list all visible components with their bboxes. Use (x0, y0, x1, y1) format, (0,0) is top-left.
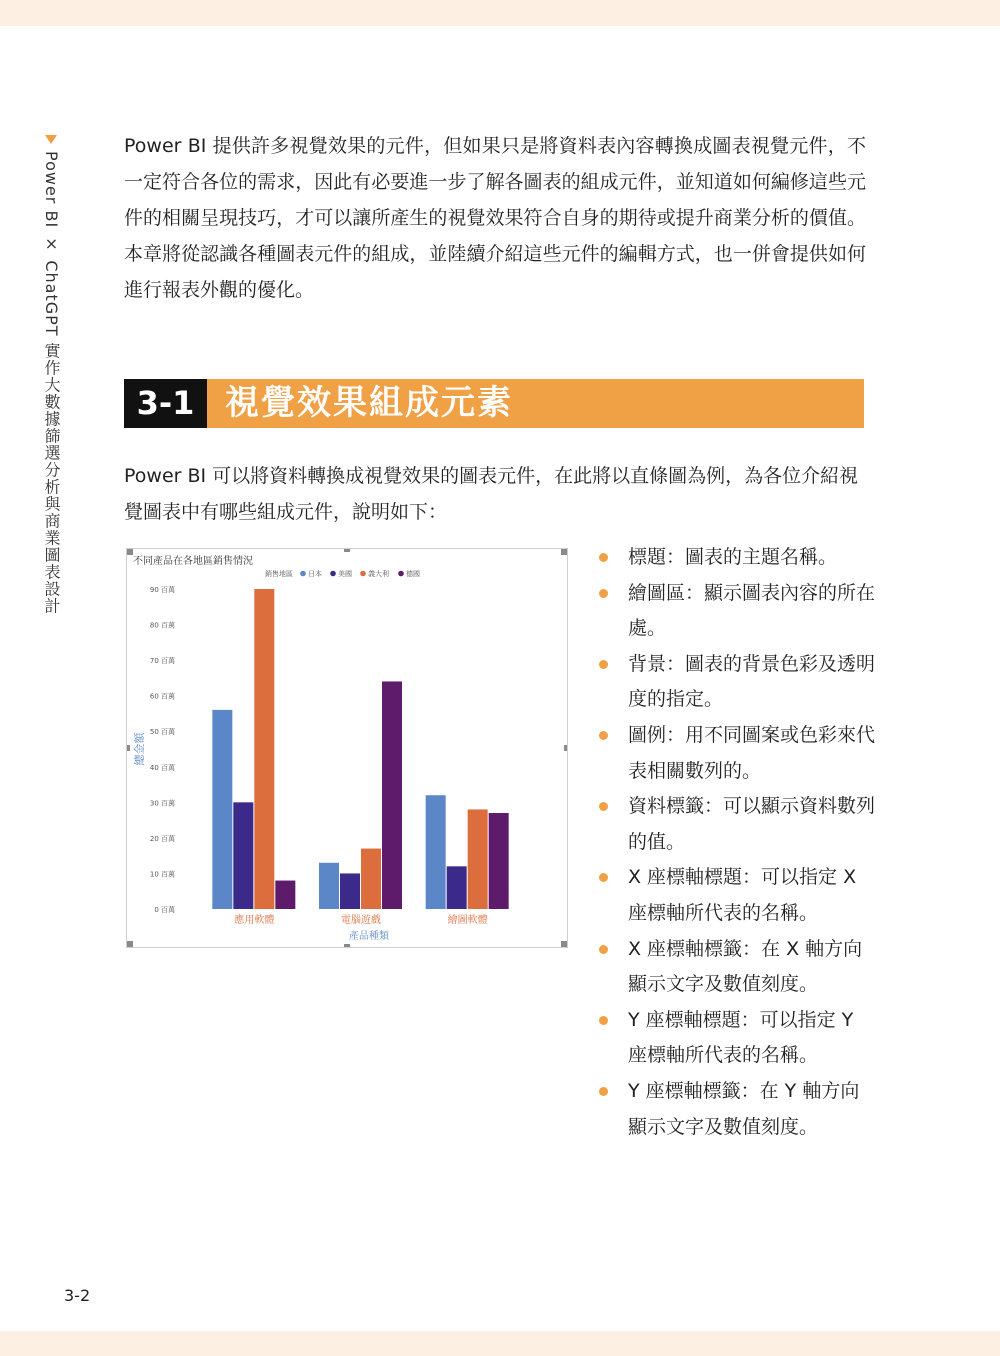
bullet-item (596, 540, 876, 576)
frame-handle-icon (344, 944, 350, 947)
bullet-text: X 座標軸標題：可以指定 X 座標軸所代表的名稱。 (628, 866, 857, 924)
bullet-item (596, 860, 876, 931)
chart-title: 不同產品在各地區銷售情況 (133, 556, 253, 567)
bar (254, 589, 274, 909)
bar (382, 681, 402, 909)
bar (340, 873, 360, 909)
y-tick-label: 90 百萬 (149, 586, 175, 594)
legend-marker-icon (360, 571, 366, 577)
bullet-text: 繪圖區：顯示圖表內容的所在處。 (628, 581, 876, 640)
side-running-title (28, 135, 68, 655)
section-title: 視覺效果組成元素 (225, 383, 513, 423)
frame-handle-icon (561, 549, 567, 555)
y-axis-title: 總金額 (133, 732, 146, 766)
bar-chart (127, 549, 567, 947)
frame-handle-icon (127, 941, 133, 947)
bullet-text: 圖例：用不同圖案或色彩來代表相關數列的。 (628, 723, 876, 782)
book-title: Power BI × ChatGPT 實作大數據篩選分析與商業圖表設計 (42, 151, 61, 615)
bar (447, 866, 467, 909)
x-tick-label: 電腦遊戲 (341, 915, 381, 926)
legend-marker-icon (398, 571, 404, 577)
bullet-list (596, 540, 876, 1145)
triangle-marker-icon (45, 135, 57, 144)
legend-label: 義大利 (368, 570, 389, 578)
y-tick-label: 20 百萬 (149, 834, 175, 843)
y-tick-label: 10 百萬 (149, 870, 175, 879)
bullet-dot-icon (599, 873, 608, 882)
bullet-item (596, 1074, 876, 1145)
bullet-dot-icon (599, 802, 608, 811)
bottom-band (0, 1331, 1000, 1356)
bullet-dot-icon (599, 660, 608, 669)
bullet-item (596, 647, 876, 718)
y-tick-label: 50 百萬 (149, 728, 175, 737)
y-tick-label: 0 百萬 (154, 906, 175, 914)
bar (426, 795, 446, 909)
y-tick-label: 40 百萬 (149, 763, 175, 772)
bullet-dot-icon (599, 1016, 608, 1025)
frame-handle-icon (127, 745, 130, 751)
bullet-dot-icon (599, 945, 608, 954)
bullet-text: X 座標軸標籤：在 X 軸方向顯示文字及數值刻度。 (628, 937, 863, 996)
bar (468, 809, 488, 909)
y-tick-label: 60 百萬 (149, 692, 175, 701)
legend-label: 美國 (338, 570, 352, 578)
bullet-item (596, 718, 876, 789)
section-heading (124, 379, 864, 428)
y-tick-label: 30 百萬 (149, 799, 175, 808)
legend-label: 日本 (308, 570, 322, 578)
x-tick-label: 應用軟體 (234, 915, 275, 926)
bullet-dot-icon (599, 1087, 608, 1096)
bullet-dot-icon (599, 731, 608, 740)
bar-chart-figure (126, 548, 568, 948)
legend-marker-icon (300, 571, 306, 577)
bullet-text: Y 座標軸標籤：在 Y 軸方向顯示文字及數值刻度。 (628, 1079, 860, 1138)
frame-handle-icon (564, 745, 567, 751)
x-tick-label: 繪圖軟體 (447, 915, 488, 926)
bullet-text: 資料標籤：可以顯示資料數列的值。 (628, 795, 876, 853)
bar (489, 813, 509, 909)
bullet-item (596, 932, 876, 1003)
x-axis-title: 產品種類 (349, 931, 389, 942)
intro-paragraph: Power BI 提供許多視覺效果的元件，但如果只是將資料表內容轉換成圖表視覺元件，不一定符合各位的需求，因此有必要進一步了解各圖表的組成元件，並知道如何編修這些元件的相關呈現技巧，才可以讓所產生的視覺效果符合自身的期待或提升商業分析的價值。本章將從認識各種圖表元件的組成，並陸續介紹這些元件的編輯方式，也一併會提供如何進行報表外觀的優化。 (124, 135, 866, 301)
bullet-dot-icon (599, 553, 608, 562)
frame-handle-icon (344, 549, 350, 552)
bar (319, 863, 339, 909)
section-paragraph: Power BI 可以將資料轉換成視覺效果的圖表元件，在此將以直條圖為例，為各位介紹視覺圖表中有哪些組成元件，說明如下： (124, 465, 859, 523)
bullet-dot-icon (599, 589, 608, 598)
bullet-text: 背景：圖表的背景色彩及透明度的指定。 (628, 652, 876, 711)
legend-title: 銷售地區 (265, 570, 293, 578)
bar (361, 849, 381, 909)
section-number: 3-1 (124, 379, 207, 428)
bullet-item (596, 576, 876, 647)
frame-handle-icon (127, 549, 133, 555)
page-number: 3-2 (64, 1286, 91, 1305)
bullet-item (596, 789, 876, 860)
bullet-item (596, 1003, 876, 1074)
bar (233, 802, 253, 909)
legend-label: 德國 (406, 570, 420, 578)
top-band (0, 0, 1000, 26)
bullet-text: Y 座標軸標題：可以指定 Y 座標軸所代表的名稱。 (628, 1008, 854, 1067)
bar (275, 881, 295, 909)
y-tick-label: 70 百萬 (149, 657, 175, 666)
legend-marker-icon (330, 571, 336, 577)
bar (212, 710, 232, 909)
bullet-text: 標題：圖表的主題名稱。 (628, 546, 838, 568)
frame-handle-icon (561, 941, 567, 947)
y-tick-label: 80 百萬 (149, 621, 175, 630)
